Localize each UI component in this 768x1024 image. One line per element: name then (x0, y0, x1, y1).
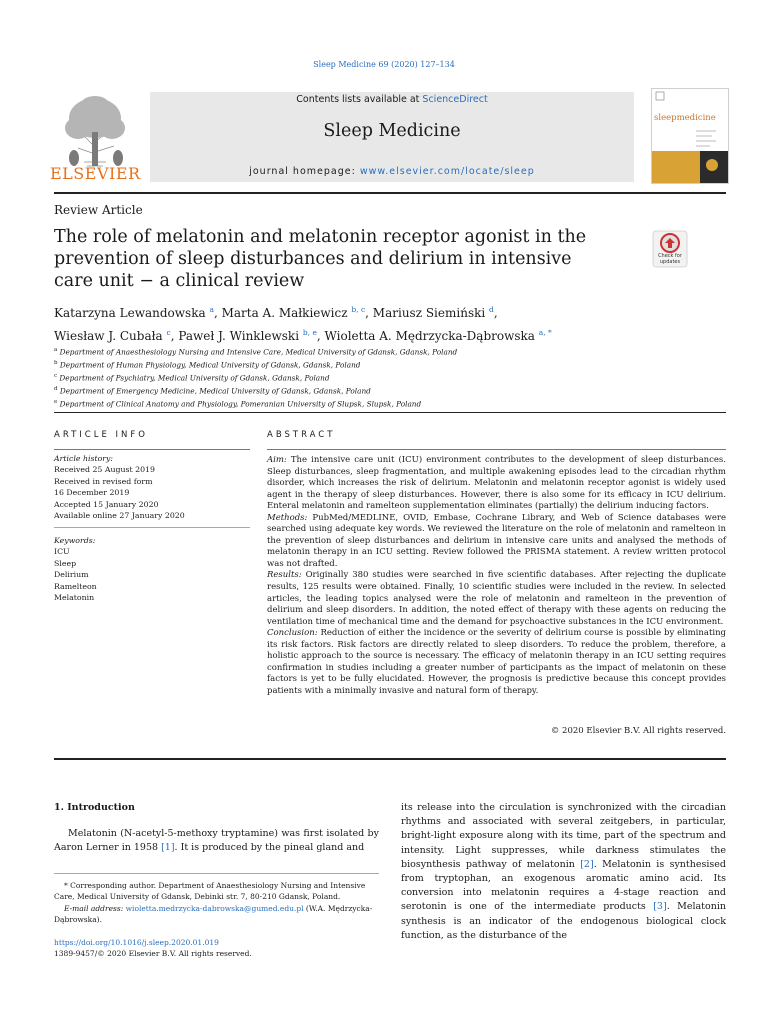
author-name[interactable]: Mariusz Siemiński (372, 306, 486, 320)
affiliation-item (54, 358, 734, 371)
abstract-aim (267, 455, 726, 513)
intro-text: . Melatonin is synthesised from tryptophan, an exogenous aromatic amino acid. Its conversion into melatonin requires a 4-stage reaction and serotonin is one of the intermediate products (401, 858, 726, 913)
history-item: Received in revised form (54, 476, 153, 486)
abstract-section-label: Aim: (267, 455, 287, 465)
intro-text: Melatonin (N-acetyl-5-methoxy tryptamine) was first isolated by Aaron Lerner in 1958 (54, 828, 379, 854)
article-type: Review Article (54, 203, 143, 217)
elsevier-logo-text: ELSEVIER (50, 164, 141, 183)
keyword-item: Ramelteon (54, 581, 97, 591)
check-for-updates-line1: Check for (658, 253, 682, 259)
abstract-section-label: Methods: (267, 512, 308, 523)
affiliation-key: c (54, 373, 58, 380)
journal-citation[interactable]: Sleep Medicine 69 (2020) 127–134 (313, 60, 455, 69)
affiliation-text: Department of Anaesthesiology Nursing and Intensive Care, Medical University of Gdansk, Gdansk, Poland (59, 347, 458, 357)
section-rule (54, 412, 726, 413)
article-info-heading: ARTICLE INFO (54, 430, 148, 440)
affiliation-key: a (54, 347, 58, 353)
check-for-updates-line2: updates (659, 259, 681, 265)
abstract-bottom-rule (54, 758, 726, 760)
sciencedirect-link[interactable]: ScienceDirect (422, 94, 488, 105)
affiliation-text: Department of Clinical Anatomy and Physiology, Pomeranian University of Slupsk, Slupsk, Poland (59, 399, 422, 409)
reference-link[interactable]: [1] (161, 842, 175, 854)
author-sep: , (365, 306, 373, 320)
introduction-column-2 (401, 801, 726, 943)
abstract-heading: ABSTRACT (267, 430, 336, 440)
doi-block (54, 937, 252, 960)
abstract-section-label: Conclusion: (267, 628, 318, 639)
affiliation-list (54, 345, 734, 410)
abstract-section-label: Results: (267, 570, 302, 581)
journal-name: Sleep Medicine (323, 121, 461, 141)
doi-link[interactable]: https://doi.org/10.1016/j.sleep.2020.01.019 (54, 938, 219, 947)
keyword-item: Sleep (54, 558, 77, 568)
author-sep: , (493, 306, 498, 320)
history-item: Received 25 August 2019 (54, 465, 155, 475)
history-item: Available online 27 January 2020 (54, 511, 185, 521)
keyword-item: ICU (54, 547, 70, 557)
journal-cover-thumbnail[interactable] (651, 88, 729, 184)
footnote-rule (54, 873, 379, 874)
affiliation-text: Department of Psychiatry, Medical University of Gdansk, Gdansk, Poland (59, 373, 330, 383)
corresponding-author-text: * Corresponding author. Department of Anaesthesiology Nursing and Intensive Care, Medical University of Gdansk, Debinki str. 7, 80-210 Gdansk, Poland. (54, 881, 366, 902)
author-affil-ref[interactable]: b, c (351, 305, 366, 314)
keywords-rule (54, 527, 250, 528)
header-rule (54, 192, 726, 194)
abstract-body (267, 455, 726, 697)
intro-text: its release into the circulation is synchronized with the circadian rhythms and associated with several zeitgebers, in particular, bright-light exposure along with its time, part of the spectrum and intensity. Light suppresses, while darkness stimulates the biosynthesis pathway of melatonin (401, 802, 726, 870)
journal-homepage-line (150, 166, 634, 177)
introduction-paragraph (54, 827, 379, 855)
abstract-section-text: Originally 380 studies were searched in five scientific databases. After rejecting the duplicate results, 125 results were obtained. Finally, 10 scientific studies were included in the review. In selected articles, the leading topics analysed were the role of melatonin and ramelteon in the prevention of delirium and sleep disorders. In addition, the noted effect of therapy with these agents on reducing the ventilation time of mechanical time and the demand for psychoactive substances in the ICU environment. (267, 570, 726, 627)
keywords-label: Keywords: (54, 536, 96, 545)
author-name[interactable]: Marta A. Małkiewicz (221, 306, 348, 320)
intro-text: . Melatonin synthesis is an indicator of the endogenous biological clock function, as the disturbance of the (401, 901, 726, 941)
abstract-section-text: PubMed/MEDLINE, OVID, Embase, Cochrane Library, and Web of Science databases were searched using adequate key words. We reviewed the literature on the role of melatonin and ramelteon in the prevention of sleep disturbances and delirium in intensive care units and analysed the methods of melatonin therapy in an ICU setting. Review followed the PRISMA statement. A review written protocol was not drafted. (267, 512, 726, 569)
author-affil-ref[interactable]: a (209, 305, 214, 314)
author-name[interactable]: Wioletta A. Mędrzycka-Dąbrowska (324, 329, 535, 343)
history-label: Article history: (54, 454, 114, 463)
affiliation-text: Department of Human Physiology, Medical University of Gdansk, Gdansk, Poland (59, 360, 361, 370)
reference-link[interactable]: [3] (653, 901, 667, 913)
cover-emblem-icon (655, 91, 665, 101)
author-sep: , (213, 306, 222, 320)
check-for-updates-label (648, 253, 692, 265)
contents-line (150, 94, 634, 105)
abstract-section-text: The intensive care unit (ICU) environment contributes to the development of sleep disturbances. Sleep disturbances, sleep fragmentation, and multiple awakening episodes lead to the circadian rhythm disorder, which increases the risk of delirium. Melatonin and melatonin receptor agonist is widely used agent in the therapy of sleep disturbances. However, there is also some for its efficacy in ICU delirium. Enteral melatonin and ramelteon supplementation eliminates (partially) the delirium inducing factors. (267, 455, 726, 512)
abstract-section-text: Reduction of either the incidence or the severity of delirium course is possible by eliminating its risk factors. Risk factors are directly related to sleep disorders. To reduce the problem, therefore, a holistic approach to the source is necessary. The efficacy of melatonin therapy in an ICU setting requires confirmation in studies including a greater number of participants as the impact of melatonin on these factors is yet to be fully elucidated. However, the prognosis is predictive because this concept provides patients with a minimally invasive and natural form of therapy. (267, 628, 726, 696)
author-affil-ref[interactable]: d (489, 305, 494, 314)
author-affil-ref[interactable]: c (166, 328, 171, 337)
author-name[interactable]: Wiesław J. Cubała (54, 329, 163, 343)
keyword-item: Melatonin (54, 593, 95, 603)
email-label: E-mail address: (64, 903, 126, 913)
author-sep: , (170, 329, 179, 343)
article-info-rule (54, 449, 250, 450)
abstract-rule (267, 449, 726, 450)
issn-line: 1389-9457/© 2020 Elsevier B.V. All rights reserved. (54, 949, 252, 959)
affiliation-text: Department of Emergency Medicine, Medical University of Gdansk, Gdansk, Poland (59, 386, 371, 396)
affiliation-item (54, 345, 734, 358)
cover-title: sleepmedicine (654, 113, 716, 123)
history-item: Accepted 15 January 2020 (54, 499, 159, 509)
cover-image-strip (652, 151, 728, 183)
author-affil-ref[interactable]: b, e (302, 328, 317, 337)
contents-prefix: Contents lists available at (296, 94, 423, 105)
affiliation-key: e (54, 399, 58, 406)
abstract-results (267, 570, 726, 628)
keyword-list (54, 535, 250, 603)
affiliation-key: b (54, 360, 58, 367)
author-name[interactable]: Katarzyna Lewandowska (54, 306, 206, 320)
intro-text: . It is produced by the pineal gland and (174, 842, 365, 854)
article-title: The role of melatonin and melatonin receptor agonist in the prevention of sleep disturbances and delirium in intensive care unit − a clinical review (54, 227, 587, 291)
cover-text-lines (696, 129, 722, 149)
corresponding-author-footnote (54, 880, 379, 926)
history-item: 16 December 2019 (54, 488, 130, 498)
abstract-conclusion (267, 628, 726, 697)
affiliation-key: d (54, 386, 58, 393)
article-history (54, 453, 250, 521)
affiliation-item (54, 371, 734, 384)
keyword-item: Delirium (54, 570, 89, 580)
affiliation-item (54, 397, 734, 410)
email-suffix: (W.A. Mędrzycka-Dąbrowska). (54, 903, 373, 925)
author-name[interactable]: Paweł J. Winklewski (178, 329, 300, 343)
homepage-prefix: journal homepage: (249, 166, 360, 177)
journal-homepage-link[interactable]: www.elsevier.com/locate/sleep (359, 166, 535, 177)
introduction-heading: 1. Introduction (54, 802, 135, 813)
email-link[interactable]: wioletta.medrzycka-dabrowska@gumed.edu.pl (125, 903, 304, 913)
abstract-methods (267, 513, 726, 571)
author-sep: , (316, 329, 325, 343)
reference-link[interactable]: [2] (580, 858, 594, 870)
author-list (54, 300, 734, 346)
cover-artwork (652, 151, 728, 183)
affiliation-item (54, 384, 734, 397)
author-affil-ref[interactable]: a, * (538, 328, 552, 337)
abstract-copyright: © 2020 Elsevier B.V. All rights reserved. (550, 726, 726, 736)
